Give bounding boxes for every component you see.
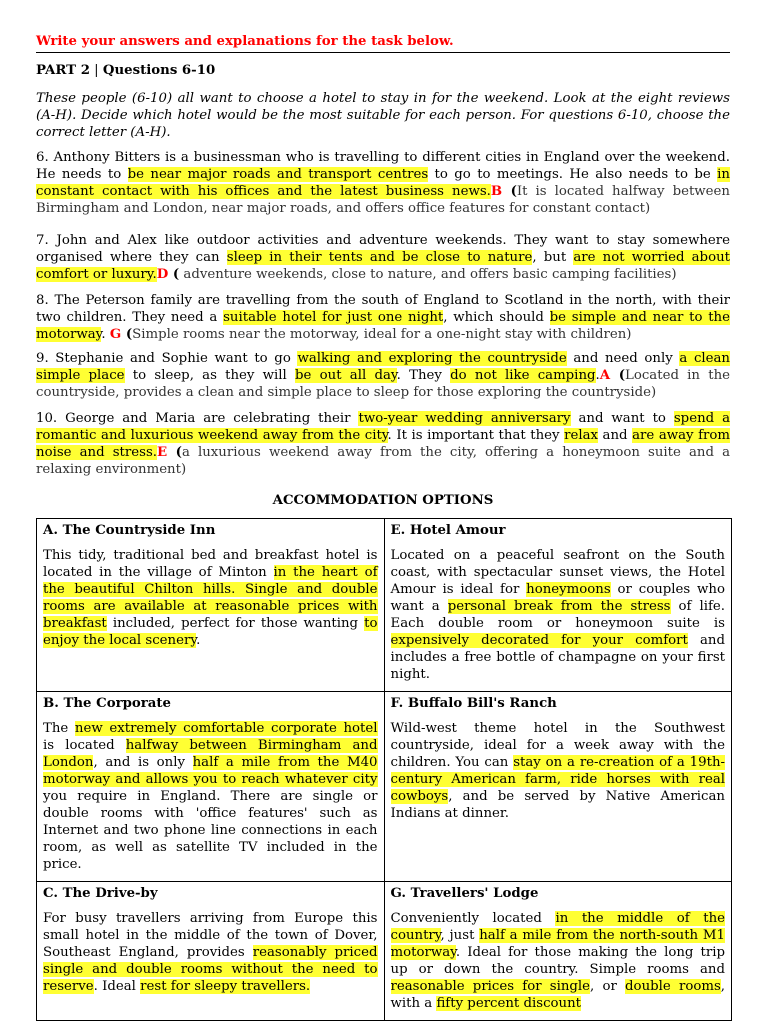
text-segment: you require in England. There are single or double rooms with 'office features' such as Internet and two phone line connections in each room, as well as satellite TV included in the price. — [43, 789, 378, 872]
option-description — [43, 720, 378, 873]
task-instruction: Write your answers and explanations for the task below. — [36, 34, 730, 53]
text-segment: The — [43, 721, 75, 736]
highlighted-text: halfway between Birmingham and London — [43, 738, 378, 770]
text-segment: , but — [532, 250, 574, 265]
option-title: B. The Corporate — [43, 696, 171, 711]
answer-letter: G — [109, 327, 122, 342]
text-segment: . — [101, 327, 110, 342]
text-segment: 10. George and Maria are celebrating their — [36, 411, 359, 426]
answer-letter: A — [599, 368, 611, 383]
part-separator: | — [89, 63, 103, 78]
text-segment: Conveniently located — [390, 911, 556, 926]
highlighted-text: are away from noise and stress. — [36, 428, 731, 460]
option-description — [43, 910, 378, 995]
option-cell — [384, 519, 732, 692]
highlighted-text: are not worried about comfort or luxury. — [36, 250, 730, 282]
question-item — [36, 410, 730, 478]
highlighted-text: stay on a re-creation of a 19th-century American farm, ride horses with real cowboys — [390, 755, 726, 804]
option-description — [391, 720, 726, 822]
explanation-open: ( — [121, 327, 133, 342]
part-heading — [36, 63, 215, 78]
option-title: A. The Countryside Inn — [43, 523, 216, 538]
highlighted-text: be out all day — [295, 368, 397, 383]
question-item — [36, 350, 730, 401]
text-segment: This tidy, traditional bed and breakfast hotel is located in the village of Minton — [43, 548, 378, 580]
part-label: PART 2 — [36, 63, 90, 78]
highlighted-text: spend a romantic and luxurious weekend away from the city — [36, 411, 731, 443]
explanation-open: ( — [168, 267, 180, 282]
explanation-open: ( — [167, 445, 182, 460]
highlighted-text: reasonably priced single and double rooms without the need to reserve — [43, 945, 378, 994]
answer-explanation: Simple rooms near the motorway, ideal for a one-night stay with children) — [132, 327, 632, 342]
option-cell — [37, 519, 385, 692]
option-description — [43, 547, 378, 649]
highlighted-text: half a mile from the M40 motorway and allows you to reach whatever city — [43, 755, 378, 787]
text-segment: and need only — [566, 351, 680, 366]
highlighted-text: two-year wedding anniversary — [358, 411, 571, 426]
question-item — [36, 149, 730, 217]
questions-label: Questions 6-10 — [102, 63, 216, 78]
option-title: E. Hotel Amour — [390, 523, 506, 538]
option-row — [37, 519, 732, 692]
text-segment: to go to meetings. He also needs to be — [428, 167, 718, 182]
highlighted-text: rest for sleepy travellers. — [140, 979, 311, 994]
highlighted-text: to enjoy the local scenery — [43, 616, 378, 648]
highlighted-text: half a mile from the north-south M1 motorway — [390, 928, 725, 960]
text-segment: , just — [440, 928, 480, 943]
option-row — [37, 692, 732, 882]
text-segment: , and is only — [93, 755, 193, 770]
option-cell — [384, 692, 732, 882]
highlighted-text: be simple and near to the motorway — [36, 310, 730, 342]
option-cell — [37, 882, 385, 1021]
text-segment: or couples who want a — [390, 582, 726, 614]
highlighted-text: be near major roads and transport centres — [127, 167, 429, 182]
text-segment: 6. Anthony Bitters is a businessman who is travelling to different cities in England over the weekend. He needs to — [36, 150, 730, 182]
text-segment: , or — [590, 979, 626, 994]
highlighted-text: relax — [564, 428, 599, 443]
highlighted-text: reasonable prices for single — [390, 979, 591, 994]
highlighted-text: honeymoons — [526, 582, 611, 597]
highlighted-text: expensively decorated for your comfort — [390, 633, 688, 648]
highlighted-text: suitable hotel for just one night — [223, 310, 444, 325]
text-segment: For busy travellers arriving from Europe this small hotel in the middle of the town of Dover, Southeast England, provides — [43, 911, 378, 960]
text-segment: and includes a free bottle of champagne on your first night. — [390, 633, 725, 682]
text-segment: , which should — [443, 310, 550, 325]
highlighted-text: a clean simple place — [36, 351, 730, 383]
text-segment: Located on a peaceful seafront on the South coast, with spectacular sunset views, the Hotel Amour is ideal for — [390, 548, 725, 597]
answer-letter: D — [156, 267, 169, 282]
text-segment: , and be served by Native American Indians at dinner. — [390, 789, 725, 821]
option-cell — [37, 692, 385, 882]
answer-explanation: It is located halfway between Birmingham and London, near major roads, and offers office features for constant contact) — [36, 184, 730, 216]
text-segment: and — [598, 428, 633, 443]
highlighted-text: in constant contact with his offices and the latest business news. — [36, 167, 730, 199]
text-segment: 8. The Peterson family are travelling from the south of England to Scotland in the north, with their two children. They need a — [36, 293, 730, 325]
text-segment: 7. John and Alex like outdoor activities and adventure weekends. They want to stay somewhere organised where they can — [36, 233, 730, 265]
highlighted-text: do not like camping — [450, 368, 596, 383]
option-cell — [384, 882, 732, 1021]
text-segment: included, perfect for those wanting — [106, 616, 365, 631]
option-row — [37, 882, 732, 1021]
highlighted-text: in the middle of the country — [390, 911, 726, 943]
text-segment: of life. Each double room or honeymoon suite is — [390, 599, 725, 631]
text-segment: is located — [43, 738, 126, 753]
option-title: F. Buffalo Bill's Ranch — [390, 696, 557, 711]
text-segment: . Ideal — [93, 979, 141, 994]
question-item — [36, 232, 730, 283]
answer-explanation: Located in the countryside, provides a clean and simple place to sleep for those exploring the countryside) — [36, 368, 731, 400]
question-item — [36, 292, 730, 343]
option-description — [391, 547, 726, 683]
text-segment: . — [595, 368, 600, 383]
highlighted-text: personal break from the stress — [447, 599, 671, 614]
text-segment: 9. Stephanie and Sophie want to go — [36, 351, 298, 366]
text-segment: to sleep, as they will — [124, 368, 296, 383]
answer-explanation: adventure weekends, close to nature, and offers basic camping facilities) — [179, 267, 677, 282]
text-segment: . They — [396, 368, 451, 383]
highlighted-text: fifty percent discount — [436, 996, 582, 1011]
accommodation-table — [36, 518, 732, 1021]
text-segment: . It is important that they — [387, 428, 565, 443]
highlighted-text: walking and exploring the countryside — [297, 351, 567, 366]
answer-explanation: a luxurious weekend away from the city, offering a honeymoon suite and a relaxing environment) — [36, 445, 730, 477]
text-segment: , with a — [390, 979, 725, 1011]
text-segment: and want to — [570, 411, 674, 426]
highlighted-text: in the heart of the beautiful Chilton hills. Single and double rooms are available at reasonable prices with breakfast — [43, 565, 378, 631]
explanation-open: ( — [502, 184, 517, 199]
option-title: C. The Drive-by — [43, 886, 158, 901]
text-segment: Wild-west theme hotel in the Southwest countryside, ideal for a week away with the children. You can — [390, 721, 725, 770]
answer-letter: E — [157, 445, 168, 460]
text-segment: . Ideal for those making the long trip up or down the country. Simple rooms and — [390, 945, 725, 977]
text-segment: . — [196, 633, 201, 648]
option-description — [391, 910, 726, 1012]
accommodation-title: ACCOMMODATION OPTIONS — [272, 493, 494, 508]
highlighted-text: sleep in their tents and be close to nature — [226, 250, 533, 265]
explanation-open: ( — [610, 368, 626, 383]
highlighted-text: new extremely comfortable corporate hotel — [74, 721, 378, 736]
option-title: G. Travellers' Lodge — [390, 886, 539, 901]
highlighted-text: double rooms — [625, 979, 721, 994]
answer-letter: B — [490, 184, 503, 199]
task-intro: These people (6-10) all want to choose a hotel to stay in for the weekend. Look at the eight reviews (A-H). Decide which hotel would be the most suitable for each person. For questions 6-10, choose the correct letter (A-H). — [36, 91, 730, 140]
